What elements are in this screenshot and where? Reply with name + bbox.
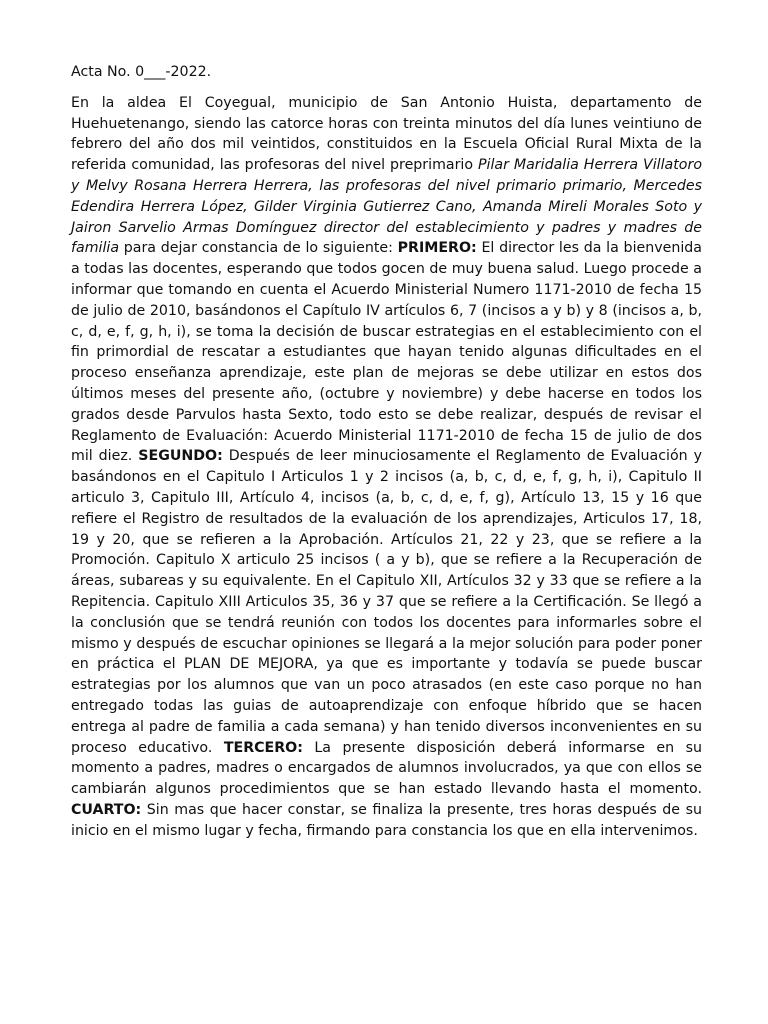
attendees-italic-text: Pilar Maridalia Herrera Villatoro y Melvy Rosana Herrera Herrera, las profesoras del nivel primario primario, Mercedes Edendira Herrera López, Gilder Virginia Gutierrez Cano, Amanda Mireli Morales Soto y Jairon Sarvelio Armas Domínguez director del establecimiento y padres y madres de familia [71, 157, 703, 257]
primero-label: PRIMERO: [397, 240, 477, 257]
cuarto-text: Sin mas que hacer constar, se finaliza la presente, tres horas después de su inicio en el mismo lugar y fecha, firmando para constancia los que en ella intervenimos. [71, 801, 702, 839]
intro-text: En la aldea El Coyegual, municipio de San Antonio Huista, departamento de Huehuetenango, siendo las catorce horas con treinta minutos del día lunes veintiuno de febrero del año dos mil veintidos, constituidos en la Escuela Oficial Rural Mixta de la referida comunidad, las profesoras del nivel preprimario [71, 94, 702, 174]
act-body [71, 93, 702, 842]
segundo-text: Después de leer minuciosamente el Reglamento de Evaluación y basándonos en el Capitulo I Articulos 1 y 2 incisos (a, b, c, d, e, f, g, h, i), Capitulo II articulo 3, Capitulo III, Artículo 4, incisos (a, b, c, d, e, f, g), Artículo 13, 15 y 16 que refiere el Registro de resultados de la evaluación de los aprendizajes, Articulos 17, 18, 19 y 20, que se refieren a la Aprobación. Artículos 21, 22 y 23, que se refiere a la Promoción. Capitulo X articulo 25 incisos ( a y b), que se refiere a la Recuperación de áreas, subareas y su equivalente. En el Capitulo XII, Artículos 32 y 33 que se refiere a la Repitencia. Capitulo XIII Articulos 35, 36 y 37 que se refiere a la Certificación. Se llegó a la conclusión que se tendrá reunión con todos los docentes para informarles sobre el mismo y después de escuchar opiniones se llegará a la mejor solución para poder poner en práctica el PLAN DE MEJORA, ya que es importante y todavía se puede buscar estrategias por los alumnos que van un poco atrasados (en este caso porque no han entregado todas las guias de autoaprendizaje con enfoque híbrido que se hacen entrega al padre de familia a cada semana) y han tenido diversos inconvenientes en su proceso educativo. [71, 448, 703, 756]
tercero-label: TERCERO: [223, 739, 303, 756]
cuarto-label: CUARTO: [71, 801, 142, 818]
document-page [71, 62, 702, 841]
purpose-text: para dejar constancia de lo siguiente: [119, 240, 398, 257]
primero-text: El director les da la bienvenida a todas las docentes, esperando que todos gocen de muy buena salud. Luego procede a informar que tomando en cuenta el Acuerdo Ministerial Numero 1171-2010 de fecha 15 de julio de 2010, basándonos el Capítulo IV artículos 6, 7 (incisos a y b) y 8 (incisos a, b, c, d, e, f, g, h, i), se toma la decisión de buscar estrategias en el establecimiento con el fin primordial de rescatar a estudiantes que hayan tenido algunas dificultades en el proceso enseñanza aprendizaje, este plan de mejoras se debe utilizar en estos dos últimos meses del presente año, (octubre y noviembre) y debe hacerse en todos los grados desde Parvulos hasta Sexto, todo esto se debe realizar, después de revisar el Reglamento de Evaluación: Acuerdo Ministerial 1171-2010 de fecha 15 de julio de dos mil diez. [71, 240, 702, 465]
act-title: Acta No. 0___-2022. [71, 64, 212, 80]
segundo-label: SEGUNDO: [138, 448, 223, 465]
tercero-text: La presente disposición deberá informarse en su momento a padres, madres o encargados de alumnos involucrados, ya que con ellos se cambiarán algunos procedimientos que se han estado llevando hasta el momento. [71, 739, 703, 798]
